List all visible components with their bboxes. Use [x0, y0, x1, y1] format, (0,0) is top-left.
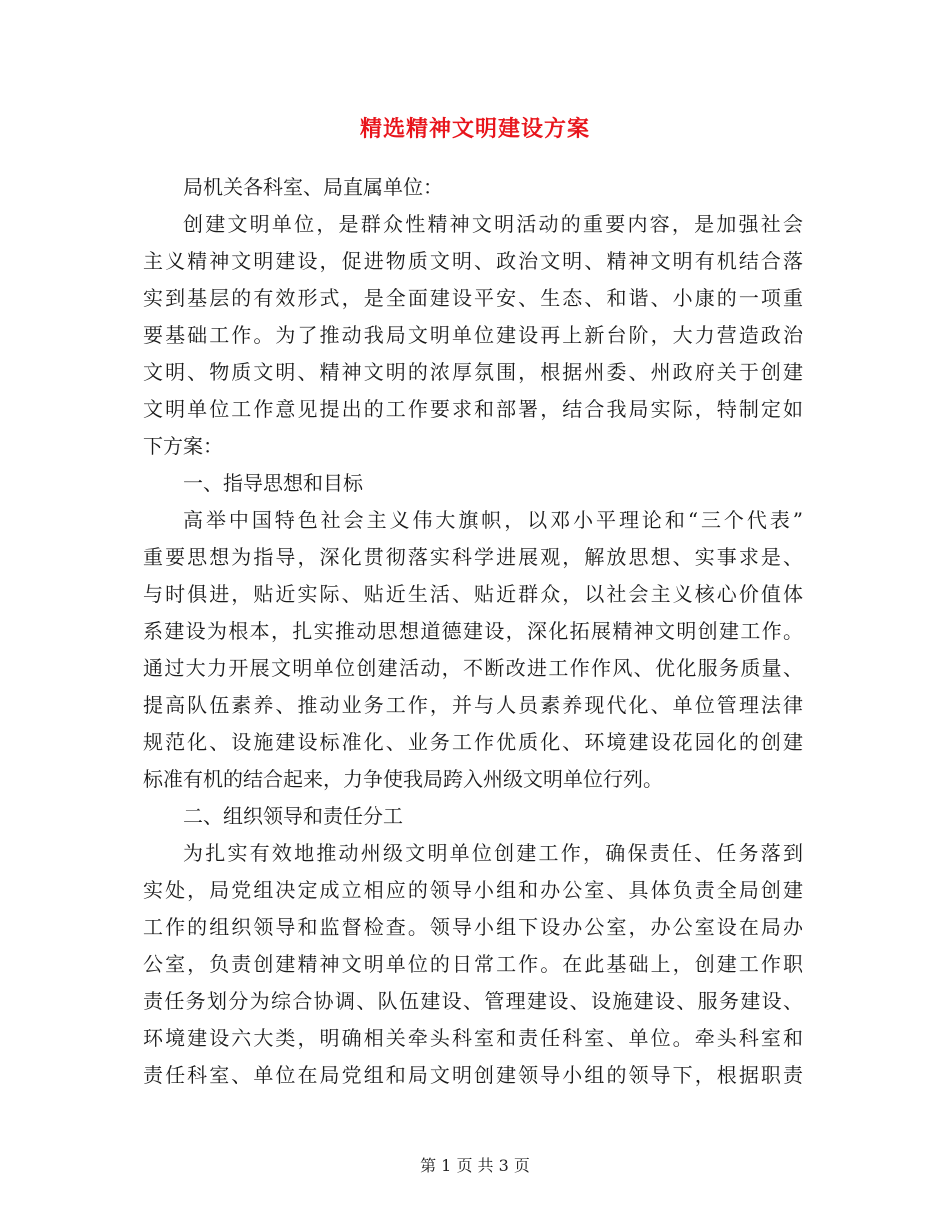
- paragraph-line: 重要思想为指导，深化贯彻落实科学进展观，解放思想、实事求是、: [143, 545, 803, 569]
- paragraph: [143, 798, 803, 835]
- page-footer: 第 1 页 共 3 页: [420, 1156, 530, 1175]
- salutation: [143, 169, 803, 206]
- paragraph-line: 一、指导思想和目标: [183, 471, 363, 495]
- paragraph-line: 工作的组织领导和监督检查。领导小组下设办公室，办公室设在局办: [143, 915, 803, 939]
- paragraphs: [143, 206, 803, 1094]
- paragraph-line: 责任务划分为综合协调、队伍建设、管理建设、设施建设、服务建设、: [143, 989, 803, 1013]
- paragraph: [143, 835, 803, 1094]
- paragraph-line: 与时俱进，贴近实际、贴近生活、贴近群众，以社会主义核心价值体: [143, 582, 803, 606]
- paragraph-line: 主义精神文明建设，促进物质文明、政治文明、精神文明有机结合落: [143, 249, 803, 273]
- paragraph: [143, 206, 803, 465]
- paragraph-line: 创建文明单位，是群众性精神文明活动的重要内容，是加强社会: [183, 212, 803, 236]
- salutation-text: 局机关各科室、局直属单位：: [183, 175, 443, 199]
- paragraph-line: 二、组织领导和责任分工: [183, 804, 403, 828]
- paragraph-line: 责任科室、单位在局党组和局文明创建领导小组的领导下，根据职责: [143, 1063, 803, 1087]
- paragraph-line: 要基础工作。为了推动我局文明单位建设再上新台阶，大力营造政治: [143, 323, 803, 347]
- paragraph-line: 文明、物质文明、精神文明的浓厚氛围，根据州委、州政府关于创建: [143, 360, 803, 384]
- paragraph-line: 环境建设六大类，明确相关牵头科室和责任科室、单位。牵头科室和: [143, 1026, 803, 1050]
- paragraph-line: 系建设为根本，扎实推动思想道德建设，深化拓展精神文明创建工作。: [143, 619, 803, 643]
- paragraph: [143, 502, 803, 798]
- paragraph-line: 公室，负责创建精神文明单位的日常工作。在此基础上，创建工作职: [143, 952, 803, 976]
- paragraph-line: 为扎实有效地推动州级文明单位创建工作，确保责任、任务落到: [183, 841, 803, 865]
- paragraph-line: 实到基层的有效形式，是全面建设平安、生态、和谐、小康的一项重: [143, 286, 803, 310]
- paragraph-line: 规范化、设施建设标准化、业务工作优质化、环境建设花园化的创建: [143, 730, 803, 754]
- document-title: 精选精神文明建设方案: [359, 117, 590, 142]
- paragraph-line: 标准有机的结合起来，力争使我局跨入州级文明单位行列。: [143, 767, 663, 791]
- paragraph-line: 文明单位工作意见提出的工作要求和部署，结合我局实际，特制定如: [143, 397, 803, 421]
- document-body: [143, 169, 803, 1094]
- paragraph-line: 提高队伍素养、推动业务工作，并与人员素养现代化、单位管理法律: [143, 693, 803, 717]
- paragraph-line: 高举中国特色社会主义伟大旗帜，以邓小平理论和“三个代表”: [183, 508, 803, 532]
- paragraph-line: 通过大力开展文明单位创建活动，不断改进工作作风、优化服务质量、: [143, 656, 803, 680]
- paragraph-line: 下方案：: [143, 434, 223, 458]
- paragraph-line: 实处，局党组决定成立相应的领导小组和办公室、具体负责全局创建: [143, 878, 803, 902]
- paragraph: [143, 465, 803, 502]
